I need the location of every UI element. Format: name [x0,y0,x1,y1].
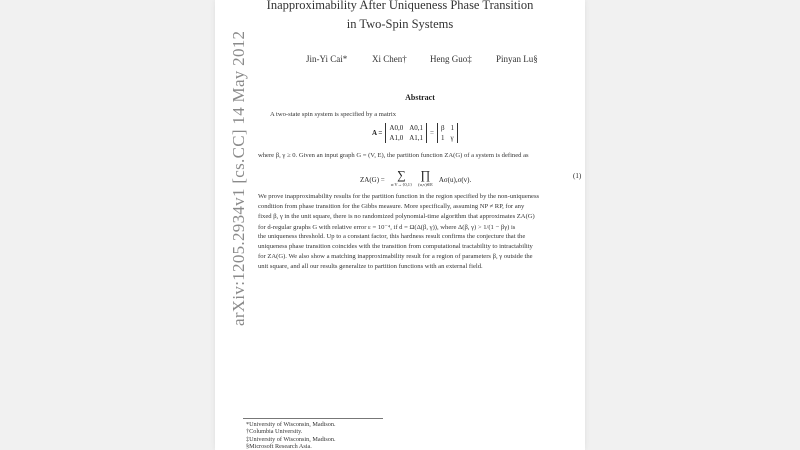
matrix-b-cell: β [441,124,445,132]
sum-symbol: ∑ [397,168,406,182]
footnote-rule [243,418,383,419]
product-symbol: ∏ [420,168,431,182]
matrix-b-cell: 1 [441,134,445,142]
author-1: Jin-Yi Cai* [306,54,348,64]
matrix-a [385,123,427,143]
abstract-intro-line: A two-state spin system is specified by a matrix [270,111,396,118]
equation-term: Aσ(u),σ(v). [438,175,472,184]
footnote: §Microsoft Research Asia. [246,443,312,450]
abstract-body-line: condition from phase transition for the Gibbs measure. More specifically, assuming NP ≠ RP, for any [258,203,525,210]
sum-subscript: σ:V→{0,1} [390,182,413,187]
abstract-heading: Abstract [405,93,435,102]
abstract-body-line: We prove inapproximability results for the partition function in the region specified by the non-uniqueness [258,193,540,200]
partition-function-equation [360,170,471,189]
sum-operator [391,170,412,189]
abstract-body-line: unit square, and all our results generalize to partition functions with an external field. [258,263,483,270]
author-4: Pinyan Lu§ [496,54,538,64]
matrix-equation [372,123,458,143]
footnote: *University of Wisconsin, Madison. [246,421,336,428]
matrix-b-cell: 1 [450,124,455,132]
matrix-a-cell: A0,1 [409,124,424,132]
equation-number: (1) [573,172,582,180]
abstract-definition-line: where β, γ ≥ 0. Given an input graph G = (V, E), the partition function ZA(G) of a system is defined as [258,152,529,159]
abstract-body-line: the uniqueness threshold. Up to a constant factor, this hardness result confirms the conjecture that the [258,233,526,240]
abstract-body-line: for d-regular graphs G with relative error ε = 10⁻⁴, if d = Ω(Δ(β, γ)), where Δ(β, γ) > 1/(1 − βγ) is [258,224,516,231]
product-subscript: (u,v)∈E [418,182,433,187]
author-3: Heng Guo‡ [430,54,472,64]
matrix-a-cell: A1,0 [389,134,404,142]
paper-title-line-1: Inapproximability After Uniqueness Phase Transition [266,0,534,12]
footnote: ‡University of Wisconsin, Madison. [246,436,336,443]
matrix-b [437,123,458,143]
equation-lhs: ZA(G) = [360,175,385,184]
arxiv-stamp: arXiv:1205.2934v1 [cs.CC] 14 May 2012 [229,30,248,326]
product-operator [418,170,433,189]
abstract-body-line: for ZA(G). We also show a matching inapproximability result for a region of parameters β, γ outside the [258,253,533,260]
matrix-b-cell: γ [450,134,454,142]
matrix-a-cell: A1,1 [409,134,424,142]
abstract-body-line: uniqueness phase transition coincides with the transition from computational tractability to intractability [258,243,533,250]
author-2: Xi Chen† [372,54,407,64]
matrix-a-cell: A0,0 [389,124,404,132]
paper-title-line-2: in Two-Spin Systems [346,17,454,31]
matrix-equals: = [430,129,434,137]
abstract-body-line: fixed β, γ in the unit square, there is no randomized polynomial-time algorithm that approximates ZA(G) [258,213,535,220]
footnote: †Columbia University. [246,428,303,435]
matrix-lhs: A = [372,129,383,137]
